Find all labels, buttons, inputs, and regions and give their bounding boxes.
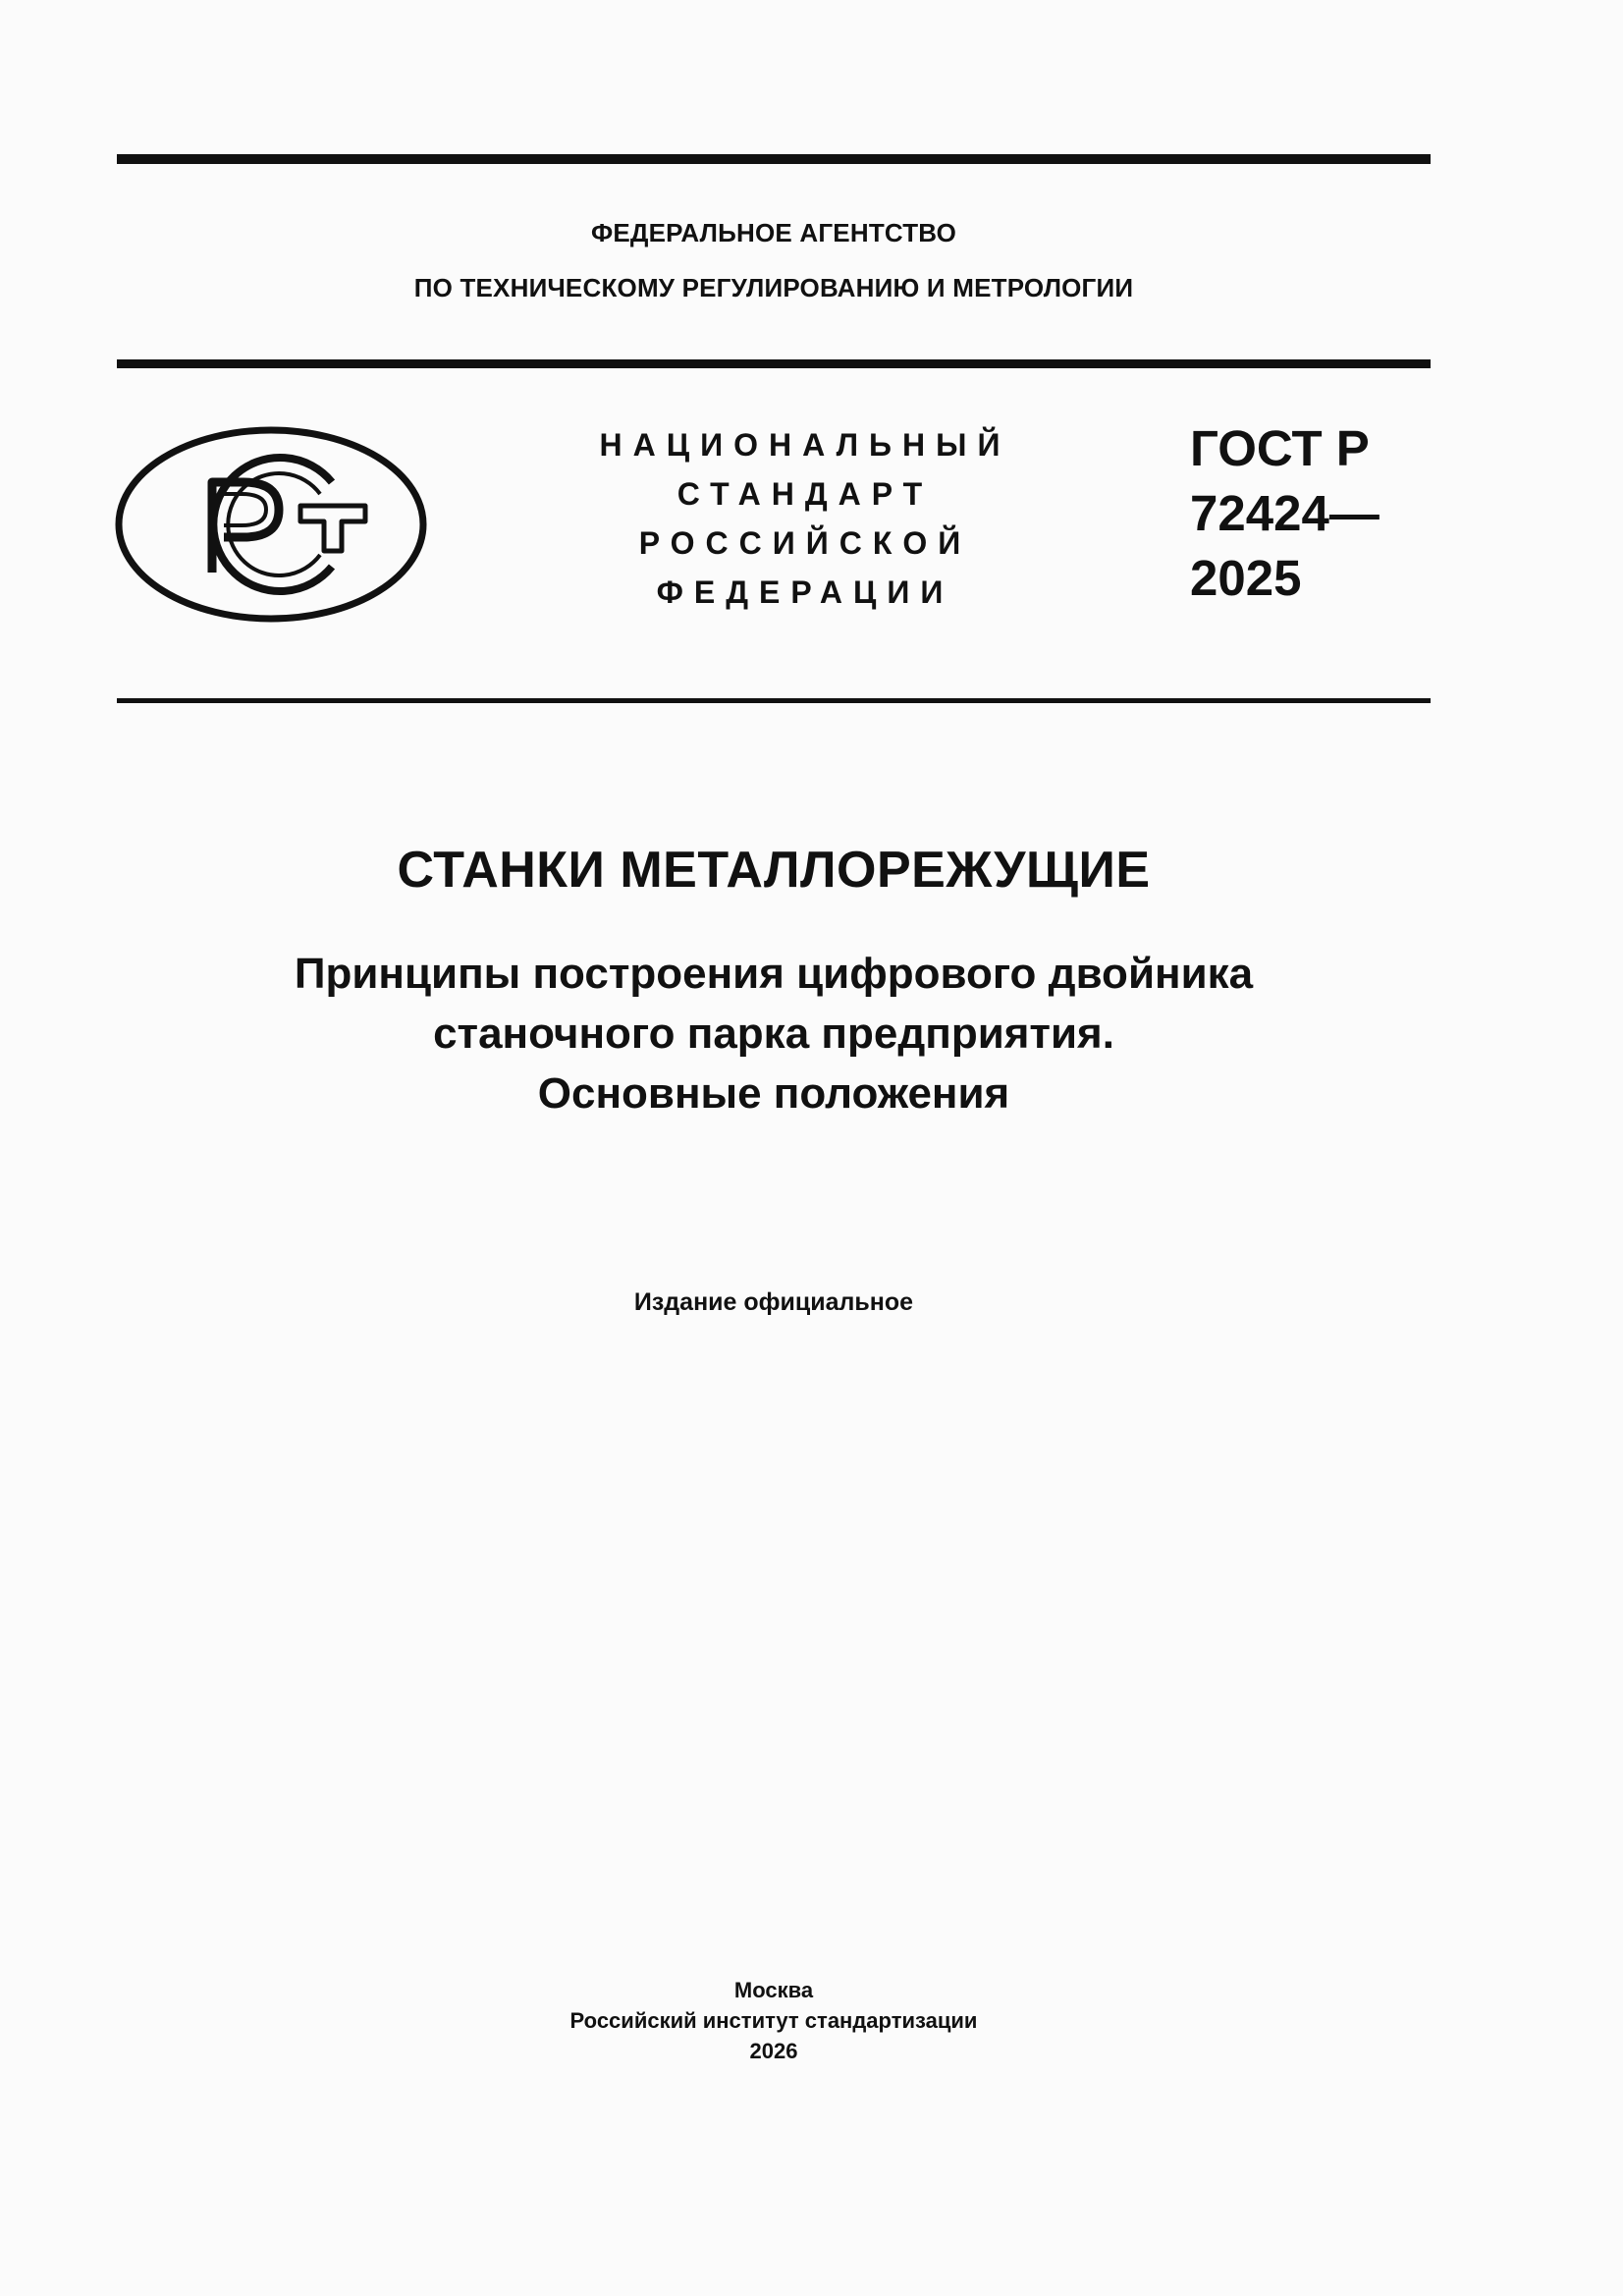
document-title: СТАНКИ МЕТАЛЛОРЕЖУЩИЕ [397, 842, 1151, 899]
document-subtitle-line-1: Принципы построения цифрового двойника [294, 950, 1254, 998]
national-standard-line-1: НАЦИОНАЛЬНЫЙ [599, 427, 1011, 463]
national-standard-line-4: ФЕДЕРАЦИИ [656, 574, 954, 610]
document-subtitle-line-2: станочного парка предприятия. [433, 1010, 1114, 1058]
standard-designation-line-3: 2025 [1190, 550, 1302, 606]
agency-name-line-1: ФЕДЕРАЛЬНОЕ АГЕНТСТВО [590, 218, 957, 247]
national-standard-line-2: СТАНДАРТ [676, 476, 934, 512]
header-middle-rule [117, 359, 1431, 368]
document-subtitle-line-3: Основные положения [537, 1069, 1010, 1118]
rst-certification-mark-icon [114, 425, 428, 624]
national-standard-line-3: РОССИЙСКОЙ [638, 525, 972, 561]
header-top-rule [117, 154, 1431, 164]
national-standard-label [569, 420, 1041, 617]
agency-name-line-2: ПО ТЕХНИЧЕСКОМУ РЕГУЛИРОВАНИЮ И МЕТРОЛОГИИ [413, 273, 1134, 302]
imprint-year: 2026 [749, 2039, 798, 2063]
standard-designation-line-2: 72424— [1190, 485, 1380, 541]
imprint-city: Москва [733, 1978, 814, 2002]
header-bottom-rule [117, 698, 1431, 703]
imprint-publisher: Российский институт стандартизации [569, 2008, 978, 2033]
standard-designation-line-1: ГОСТ Р [1190, 420, 1370, 476]
publisher-imprint [117, 1975, 1431, 2066]
edition-note: Издание официальное [633, 1288, 914, 1316]
standard-designation [1190, 416, 1380, 611]
document-subtitle [117, 944, 1431, 1123]
